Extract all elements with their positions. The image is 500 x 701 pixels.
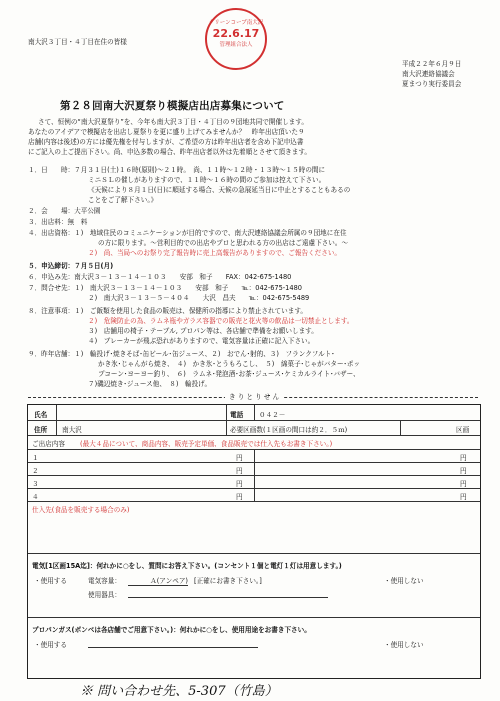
org-name-2: 夏まつり実行委員会: [402, 80, 462, 88]
item-eligibility-2: の方に限ります。～営利目的での出店やプロと思われる方の出店はご遠慮下さい。～: [98, 239, 349, 247]
supplier-label: 仕入先(食品を販売する場合のみ): [32, 506, 130, 514]
electricity-capacity-note: [正確にお書き下さい。]: [194, 577, 262, 585]
intro-line: 店舗(内容は後述)の方には優先権を付与しますが、ご希望の方は昨年出店者を含め下記申込書: [28, 138, 304, 146]
product-row-number: ４: [32, 493, 39, 501]
space-unit: 区画: [456, 426, 470, 434]
product-row-number: ３: [32, 480, 39, 488]
item-last-year-1: ９．昨年店舗：１) 輪投げ･焼きそば･缶ビール･缶ジュース、２) おでん･射的、３) フランクフルト･: [28, 350, 335, 358]
phone-label: 電話: [230, 411, 244, 419]
yen-label: 円: [460, 454, 467, 462]
product-row-number: １: [32, 454, 39, 462]
yen-label: 円: [236, 493, 243, 501]
item-datetime-note: ミニＳＬの催しがありますので、１１時～１６時の間のご参加は控えて下さい。: [88, 176, 326, 184]
intro-line: さて、恒例の“南大沢夏祭り”を、今年も南大沢３丁目・４丁目の９団地共同で開催します。: [38, 118, 308, 126]
intro-line: にご記入の上ご提出下さい。尚、申込多数の場合、昨年出店者以外は先着順とさせて頂きます。: [28, 148, 312, 156]
electricity-use-option[interactable]: ・使用する: [34, 577, 67, 585]
item-last-year-3: プコーン･ヨーヨー釣り、 ６) ラムネ･発泡酒･お茶･ジュース･ケミカルライト･バザー、: [98, 370, 360, 378]
address-label: 住所: [34, 426, 48, 434]
item-last-year-2: かき氷･じゃんがら焼き、 ４) かき氷･とうもろこし、 ５) 綿菓子･じゃがバター･ポッ: [98, 360, 361, 368]
product-row-number: ２: [32, 467, 39, 475]
electricity-equipment-field[interactable]: [128, 597, 328, 598]
electricity-amp-field[interactable]: Ａ(アンペア): [128, 575, 188, 586]
intro-line: あなたのアイデアで模擬店を出店し夏祭りを更に盛り上げてみませんか？ 昨年出店頂いた９: [28, 128, 305, 136]
yen-label: 円: [460, 467, 467, 475]
item-contact-2: ２) 南大沢３－１３－５－４０４ 大沢 昌夫 ℡：042-675-5489: [88, 294, 310, 302]
yen-label: 円: [236, 467, 243, 475]
received-stamp: [205, 8, 267, 70]
item-contact-1: ７．問合せ先：１) 南大沢３－１３－１４－１０３ 安部 和子 ℡：042-675-1480: [28, 284, 302, 292]
page-title: 第２８回南大沢夏祭り模擬店出店募集について: [60, 100, 285, 112]
item-last-year-4: ７)磯辺焼き･ジュース他、 ８) 輪投げ。: [88, 380, 212, 388]
space-count-label: 必要区画数(１区画の間口は約２．５ｍ): [230, 426, 348, 434]
yen-label: 円: [460, 480, 467, 488]
cut-line-label: き り と り せ ん: [225, 393, 283, 402]
name-label: 氏名: [34, 411, 48, 419]
item-venue: ２．会 場：大平公園: [28, 207, 101, 215]
propane-use-option[interactable]: ・使用する: [34, 641, 67, 649]
content-note: (最大４品について、商品内容、販売予定単価、食品販売では仕入先もお書き下さい。): [80, 440, 333, 448]
item-datetime: １．日 時：７月３１日(土)１６時(原則)～２１時。 尚、１１時～１２時・１３時～１５時の間に: [28, 166, 326, 174]
address-field[interactable]: 南大沢: [62, 426, 82, 434]
stamp-bottom: 管理組合法人: [219, 42, 253, 48]
electricity-capacity-label: 電気容量：: [88, 577, 121, 585]
divider: [400, 420, 401, 435]
item-apply-to: ６．申込み先：南大沢３－１３－１４－１０３ 安部 和子 FAX：042-675-1480: [28, 273, 292, 281]
content-label: ご出店内容: [32, 440, 65, 448]
item-datetime-weather-2: ことをご了解下さい。》: [88, 196, 158, 204]
electricity-no-option[interactable]: ・使用しない: [384, 577, 424, 585]
item-eligibility-3: ２) 尚、当局へのお祭り完了報告時に売上高報告がありますので、ご報告ください。: [88, 249, 342, 257]
electricity-question: 電気[1区画15A迄]：何れかに○をし、質問にお答え下さい。(コンセント１個と電灯１灯は用意します。): [32, 562, 342, 570]
propane-usage-field[interactable]: [88, 647, 258, 648]
electricity-equipment-label: 使用器具：: [88, 591, 121, 599]
item-notes-4: ４) ブレーカーが飛ぶ恐れがありますので、電気容量は正確に記入下さい。: [88, 337, 315, 345]
yen-label: 円: [236, 480, 243, 488]
yen-label: 円: [236, 454, 243, 462]
item-fee: ３．出店料：無 料: [28, 218, 88, 226]
item-notes-3: ３) 店舗用の椅子・テーブル, プロパン等は、各店舗で準備をお願いします。: [88, 327, 318, 335]
divider: [254, 405, 255, 420]
stamp-date: 22.6.17: [212, 27, 260, 40]
application-form: [27, 404, 481, 679]
yen-label: 円: [460, 493, 467, 501]
divider: [254, 449, 255, 501]
phone-field[interactable]: ０４２－: [259, 411, 286, 419]
handwritten-contact-note: ※ 問い合わせ先、5-307（竹島）: [80, 684, 278, 699]
org-name-1: 南大沢連絡協議会: [402, 70, 455, 78]
issue-date: 平成２２年６月９日: [402, 60, 462, 68]
propane-question: プロパンガス(ボンベは各店舗でご用意下さい。)：何れかに○をし、使用用途をお書き下さい。: [32, 626, 311, 634]
item-eligibility: ４．出店資格：１) 地域住民のコミュニケーションが目的ですので、南大沢連絡協議会所属の９団地に在住: [28, 229, 347, 237]
item-notes-2: ２) 危険防止の為、ラムネ瓶やガラス容器での販売と花火等の飲品は一切禁止とします。: [88, 317, 354, 325]
item-notes-1: ８．注意事項：１) ご飯類を使用した食品の販売は、保健所の指導により禁止されています。: [28, 307, 307, 315]
item-datetime-weather: 《天候により８月１日(日)に順延する場合、天候の急展延当日に中止とすることもあるの: [88, 186, 351, 194]
propane-no-option[interactable]: ・使用しない: [384, 641, 424, 649]
item-deadline: ５．申込締切：７月５日(月): [28, 262, 114, 270]
stamp-top: グリーンコープ南大沢: [208, 20, 264, 26]
addressee: 南大沢３丁目・４丁目在住の皆様: [28, 38, 127, 46]
